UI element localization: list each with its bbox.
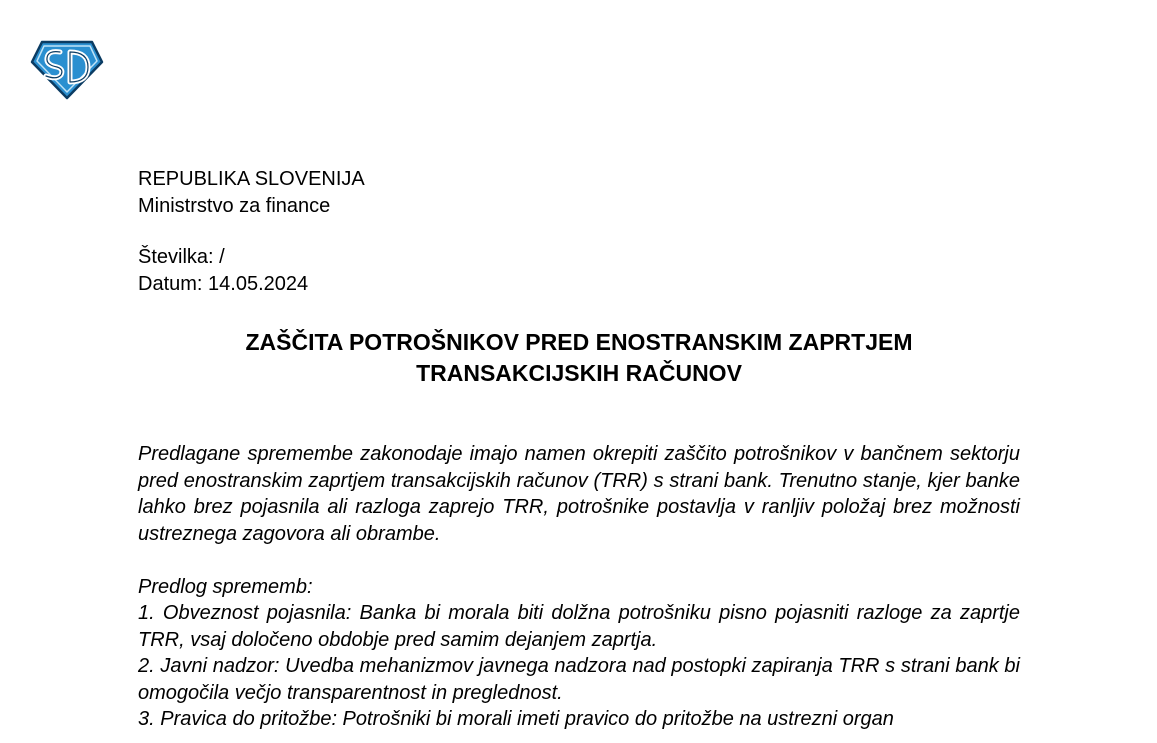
proposal-heading: Predlog sprememb: — [138, 575, 313, 598]
document-title — [138, 327, 1020, 389]
sd-diamond-logo-icon — [30, 40, 104, 100]
date-label: Datum: — [138, 273, 203, 295]
title-line-1: ZAŠČITA POTROŠNIKOV PRED ENOSTRANSKIM ZAPRTJEM — [245, 329, 913, 355]
proposal-item: 1. Obveznost pojasnila: Banka bi morala biti dolžna potrošniku pisno pojasniti razloge za zaprtje TRR, vsaj določeno obdobje pred samim dejanjem zaprtja. — [138, 602, 1020, 651]
proposal-item: 2. Javni nadzor: Uvedba mehanizmov javnega nadzora nad postopki zapiranja TRR s strani bank bi omogočila večjo transparentnost in preglednost. — [138, 655, 1020, 704]
country-name: REPUBLIKA SLOVENIJA — [138, 168, 365, 190]
intro-paragraph: Predlagane spremembe zakonodaje imajo namen okrepiti zaščito potrošnikov v bančnem sektorju pred enostranskim zaprtjem transakcijskih računov (TRR) s strani bank. Trenutno stanje, kjer banke lahko brez pojasnila ali razloga zaprejo TRR, potrošnike postavlja v ranljiv položaj brez možnosti ustreznega zagovora ali obrambe. — [138, 443, 1020, 545]
title-line-2: TRANSAKCIJSKIH RAČUNOV — [416, 360, 742, 386]
ministry-name: Ministrstvo za finance — [138, 195, 331, 217]
document-meta — [138, 244, 308, 298]
document-body — [138, 441, 1020, 733]
document-date — [138, 271, 308, 298]
number-label: Številka: — [138, 246, 214, 268]
date-value: 14.05.2024 — [208, 273, 309, 295]
proposal-item: 3. Pravica do pritožbe: Potrošniki bi morali imeti pravico do pritožbe na ustrezni organ — [138, 708, 894, 730]
document-number — [138, 244, 308, 271]
paragraph-spacer — [138, 547, 1020, 574]
letterhead — [138, 166, 365, 220]
number-value: / — [219, 246, 225, 268]
